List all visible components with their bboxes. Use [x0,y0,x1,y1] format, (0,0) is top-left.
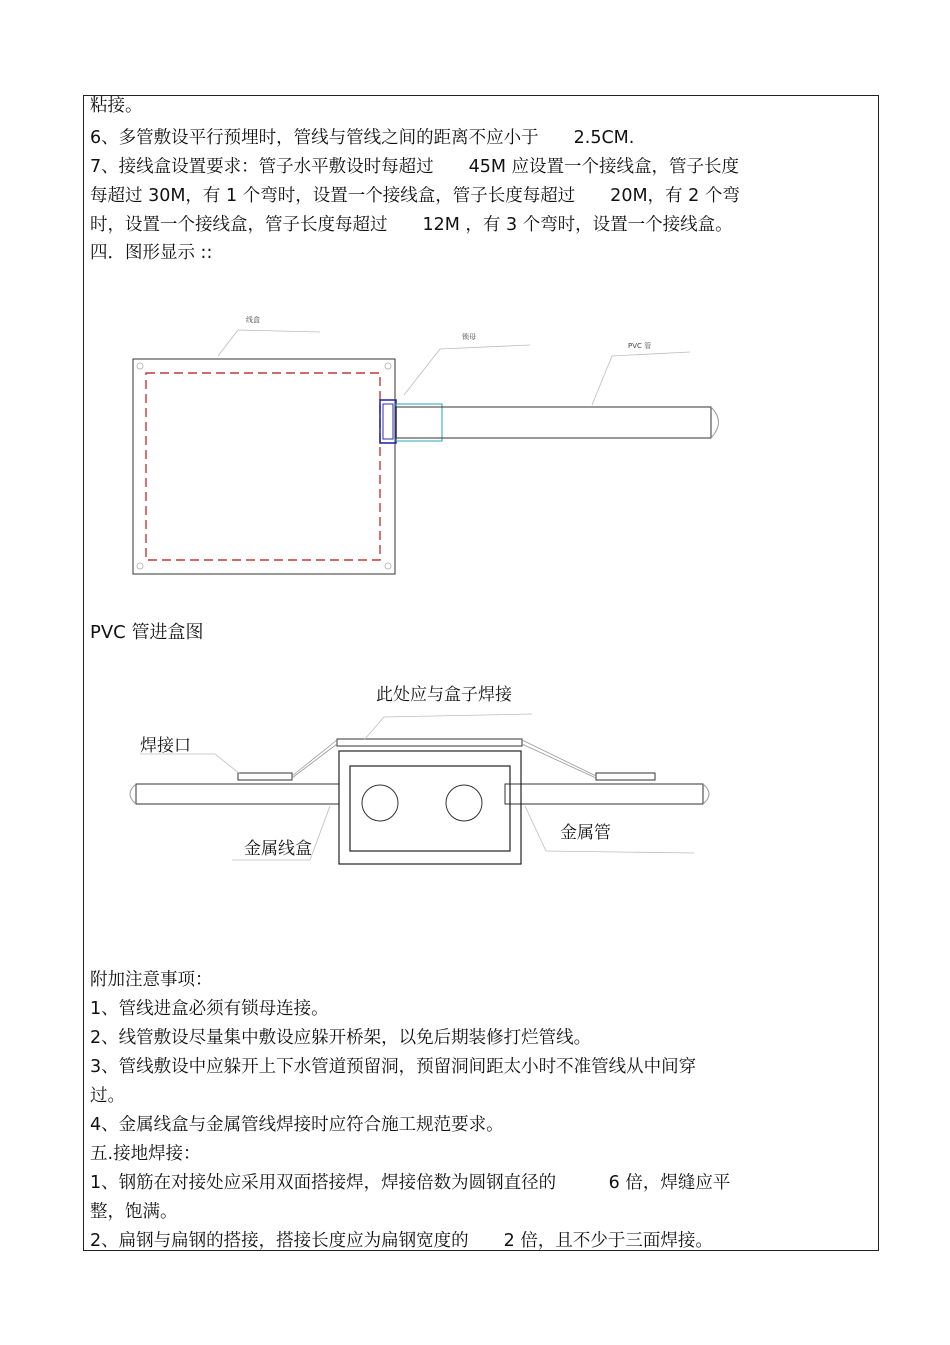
knockout-hole [446,785,482,821]
locknut-inner [383,404,393,439]
text-line: 3、管线敷设中应躲开上下水管道预留洞，预留洞间距太小时不准管线从中间穿 [90,1057,697,1077]
screw-hole [137,363,143,369]
weld-plate-left [238,773,292,780]
text-line: 每超过 30M，有 1 个弯时，设置一个接线盒，管子长度每超过 20M，有 2 个弯 [90,186,740,206]
screw-hole [385,563,391,569]
pvc-pipe [396,407,711,438]
metal-box-inner [350,766,510,851]
label-metal-pipe: 金属管 [560,823,611,843]
label-weld-here: 此处应与盒子焊接 [376,685,512,705]
pipe-end-arc [711,407,719,438]
weld-plate-top [337,739,522,746]
knockout-hole [362,785,398,821]
pipe-fitting [396,404,442,441]
metal-pipe-left [136,784,339,804]
text-line: 4、金属线盒与金属管线焊接时应符合施工规范要求。 [90,1115,504,1135]
label-box: 线盒 [246,316,260,324]
pipe-end-arc [703,784,709,804]
diagram1-caption: PVC 管进盒图 [90,622,204,643]
pipe-end-arc [130,784,136,804]
text-line: 过。 [90,1086,125,1106]
label-locknut: 锁母 [462,333,476,341]
section-heading: 五.接地焊接： [90,1144,201,1164]
screw-hole [137,563,143,569]
pvc-box-diagram [133,315,719,574]
text-line: 整，饱满。 [90,1202,178,1222]
section-heading: 附加注意事项： [90,970,213,990]
metal-box-outer [339,751,521,864]
locknut [380,400,396,443]
text-line: 粘接。 [90,96,143,116]
junction-box-outline [133,359,395,574]
metal-box-diagram [130,685,709,864]
text-line: 1、钢筋在对接处应采用双面搭接焊，焊接倍数为圆钢直径的 6 倍，焊缝应平 [90,1173,731,1193]
text-line: 7、接线盒设置要求：管子水平敷设时每超过 45M 应设置一个接线盒，管子长度 [90,157,740,177]
label-weld-port: 焊接口 [140,736,191,756]
text-line: 6、多管敷设平行预埋时，管线与管线之间的距离不应小于 2.5CM. [90,128,635,148]
text-line: 1、管线进盒必须有锁母连接。 [90,999,329,1019]
metal-pipe-right [505,784,703,804]
text-line: 2、扁钢与扁钢的搭接，搭接长度应为扁钢宽度的 2 倍，且不少于三面焊接。 [90,1231,713,1251]
weld-plate-right [596,773,655,780]
label-metal-box: 金属线盒 [244,839,312,859]
text-line: 时，设置一个接线盒，管子长度每超过 12M ，有 3 个弯时，设置一个接线盒。 [90,215,733,235]
screw-hole [385,363,391,369]
junction-box-inner-dashed [146,373,380,560]
text-line: 2、线管敷设尽量集中敷设应躲开桥架，以免后期装修打烂管线。 [90,1028,592,1048]
label-pvc: PVC 管 [628,342,652,350]
section-heading: 四．图形显示 :: [90,243,213,263]
